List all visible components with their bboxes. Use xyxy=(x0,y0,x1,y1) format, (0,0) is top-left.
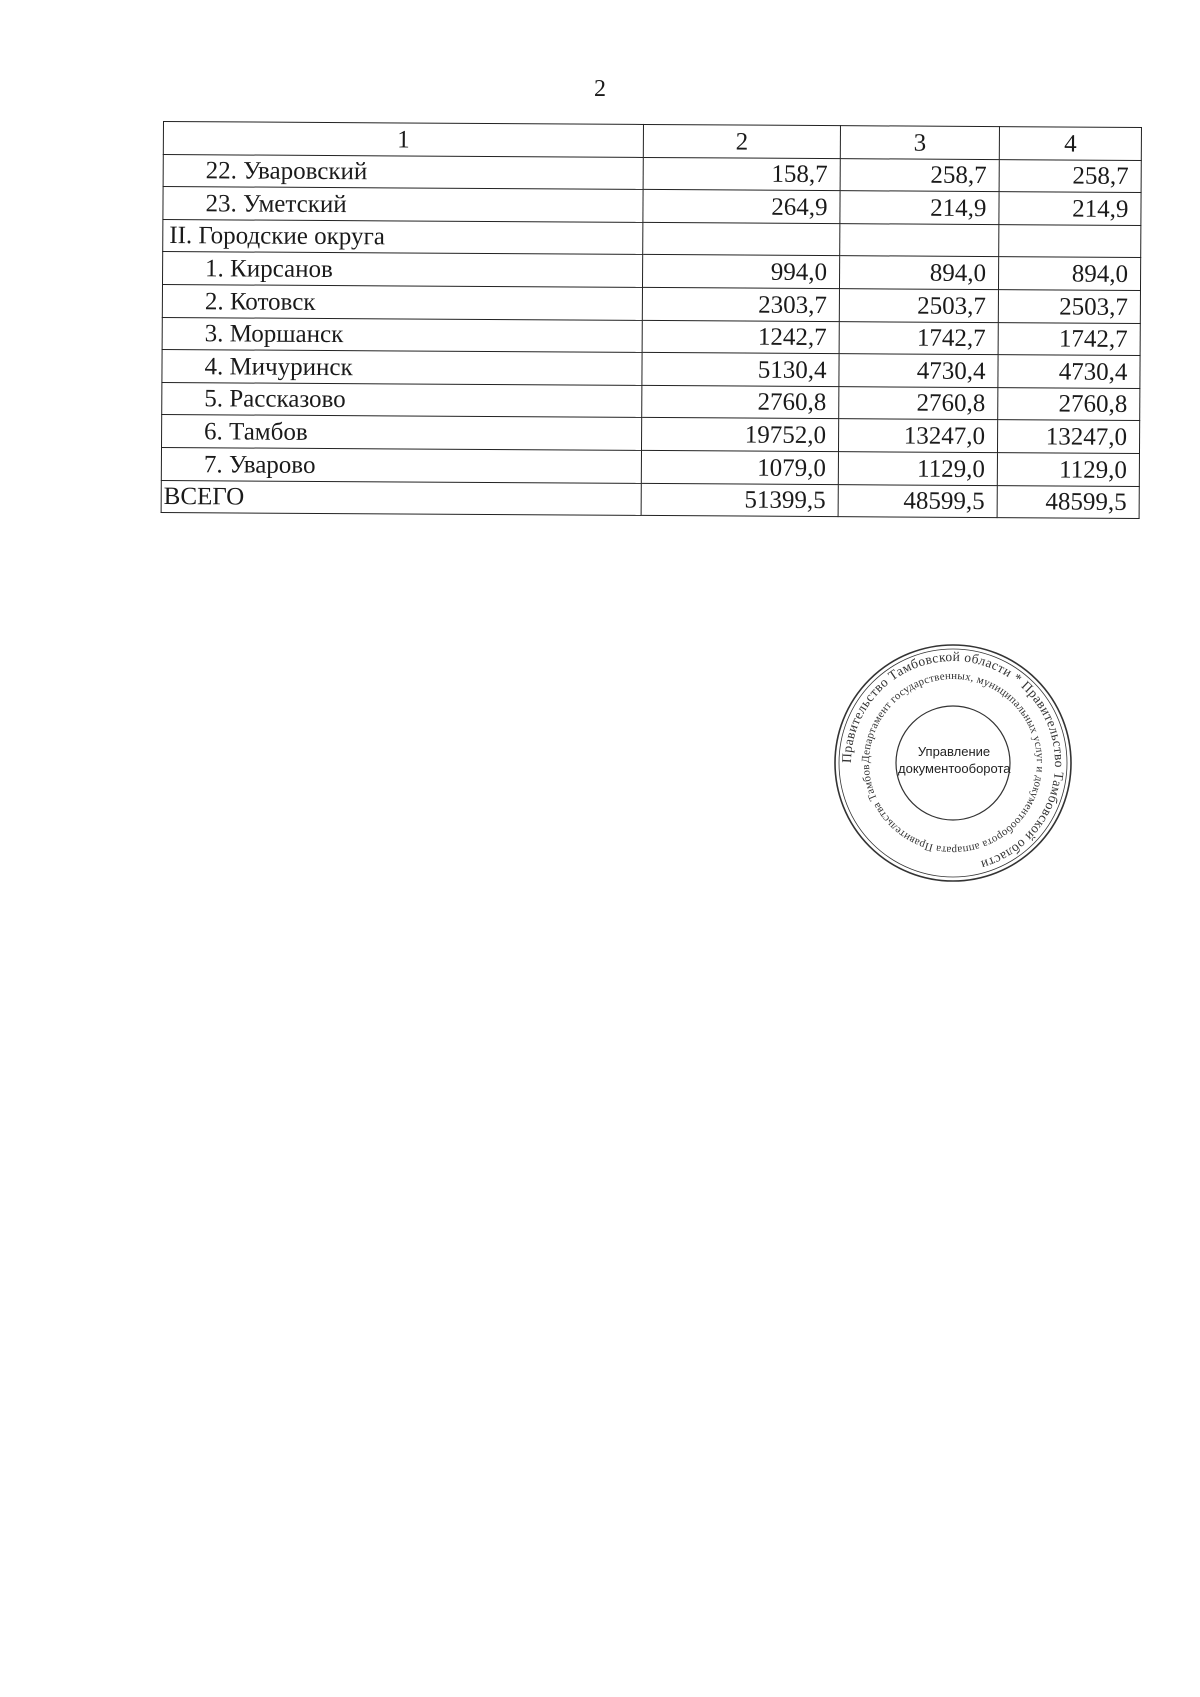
table-row xyxy=(163,154,1141,193)
cell-col3: 1129,0 xyxy=(838,452,997,486)
column-number-1: 1 xyxy=(163,122,643,158)
cell-col4: 894,0 xyxy=(998,257,1140,290)
row-name: 7. Уварово xyxy=(161,447,641,483)
cell-col4: 2760,8 xyxy=(998,387,1140,420)
row-name: 6. Тамбов xyxy=(162,415,642,451)
seal-center-line1: Управление xyxy=(917,744,991,759)
cell-col2: 158,7 xyxy=(643,157,840,191)
cell-col3: 2503,7 xyxy=(839,289,998,323)
official-seal xyxy=(828,638,1078,888)
cell-col4: 1129,0 xyxy=(997,453,1139,486)
data-table xyxy=(161,121,1142,519)
data-table-container xyxy=(163,121,1141,517)
cell-col3: 258,7 xyxy=(840,158,999,192)
cell-col3: 4730,4 xyxy=(839,354,998,388)
cell-col4 xyxy=(999,224,1141,257)
total-label: ВСЕГО xyxy=(161,480,641,516)
cell-col4: 258,7 xyxy=(999,159,1141,192)
cell-col4: 4730,4 xyxy=(998,355,1140,388)
seal-outer-text: Правительство Тамбовской области * Правительство Тамбовской области xyxy=(838,648,1068,873)
cell-col2: 2303,7 xyxy=(642,287,839,321)
table-row xyxy=(162,284,1140,323)
cell-col2: 2760,8 xyxy=(642,385,839,419)
column-number-4: 4 xyxy=(999,127,1141,160)
table-row xyxy=(161,447,1139,486)
table-total-row xyxy=(161,480,1139,519)
cell-col2: 19752,0 xyxy=(641,418,838,452)
table-row xyxy=(162,382,1140,421)
cell-col3 xyxy=(840,223,999,257)
cell-col3: 1742,7 xyxy=(839,321,998,355)
cell-col3: 894,0 xyxy=(839,256,998,290)
seal-inner-text: Департамент государственных, муниципальных услуг и документооборота аппарата Правительства Тамбов xyxy=(859,669,1047,857)
table-row xyxy=(162,317,1140,356)
cell-col4: 13247,0 xyxy=(997,420,1139,453)
column-number-2: 2 xyxy=(643,124,840,158)
cell-col3: 214,9 xyxy=(840,191,999,225)
row-name: 1. Кирсанов xyxy=(163,252,643,288)
total-col4: 48599,5 xyxy=(997,485,1139,518)
cell-col2: 1242,7 xyxy=(642,320,839,354)
cell-col4: 1742,7 xyxy=(998,322,1140,355)
column-number-3: 3 xyxy=(840,126,999,160)
seal-center-line2: документооборота xyxy=(898,761,1011,776)
cell-col4: 214,9 xyxy=(999,192,1141,225)
table-row xyxy=(163,252,1141,291)
total-col3: 48599,5 xyxy=(838,484,997,518)
cell-col2: 1079,0 xyxy=(641,450,838,484)
row-name: 3. Моршанск xyxy=(162,317,642,353)
seal-center-label xyxy=(898,743,1010,777)
cell-col2: 994,0 xyxy=(642,255,839,289)
row-name: 4. Мичуринск xyxy=(162,350,642,386)
row-name: 22. Уваровский xyxy=(163,154,643,190)
row-name: 23. Уметский xyxy=(163,187,643,223)
section-title: II. Городские округа xyxy=(163,219,643,255)
cell-col4: 2503,7 xyxy=(998,290,1140,323)
table-row xyxy=(162,350,1140,389)
cell-col2: 264,9 xyxy=(643,190,840,224)
table-row xyxy=(163,187,1141,226)
cell-col2 xyxy=(643,222,840,256)
cell-col3: 2760,8 xyxy=(839,386,998,420)
row-name: 2. Котовск xyxy=(162,284,642,320)
cell-col2: 5130,4 xyxy=(642,353,839,387)
total-col2: 51399,5 xyxy=(641,483,838,517)
page-number: 2 xyxy=(594,76,606,102)
table-section-row xyxy=(163,219,1141,258)
row-name: 5. Рассказово xyxy=(162,382,642,418)
cell-col3: 13247,0 xyxy=(838,419,997,453)
